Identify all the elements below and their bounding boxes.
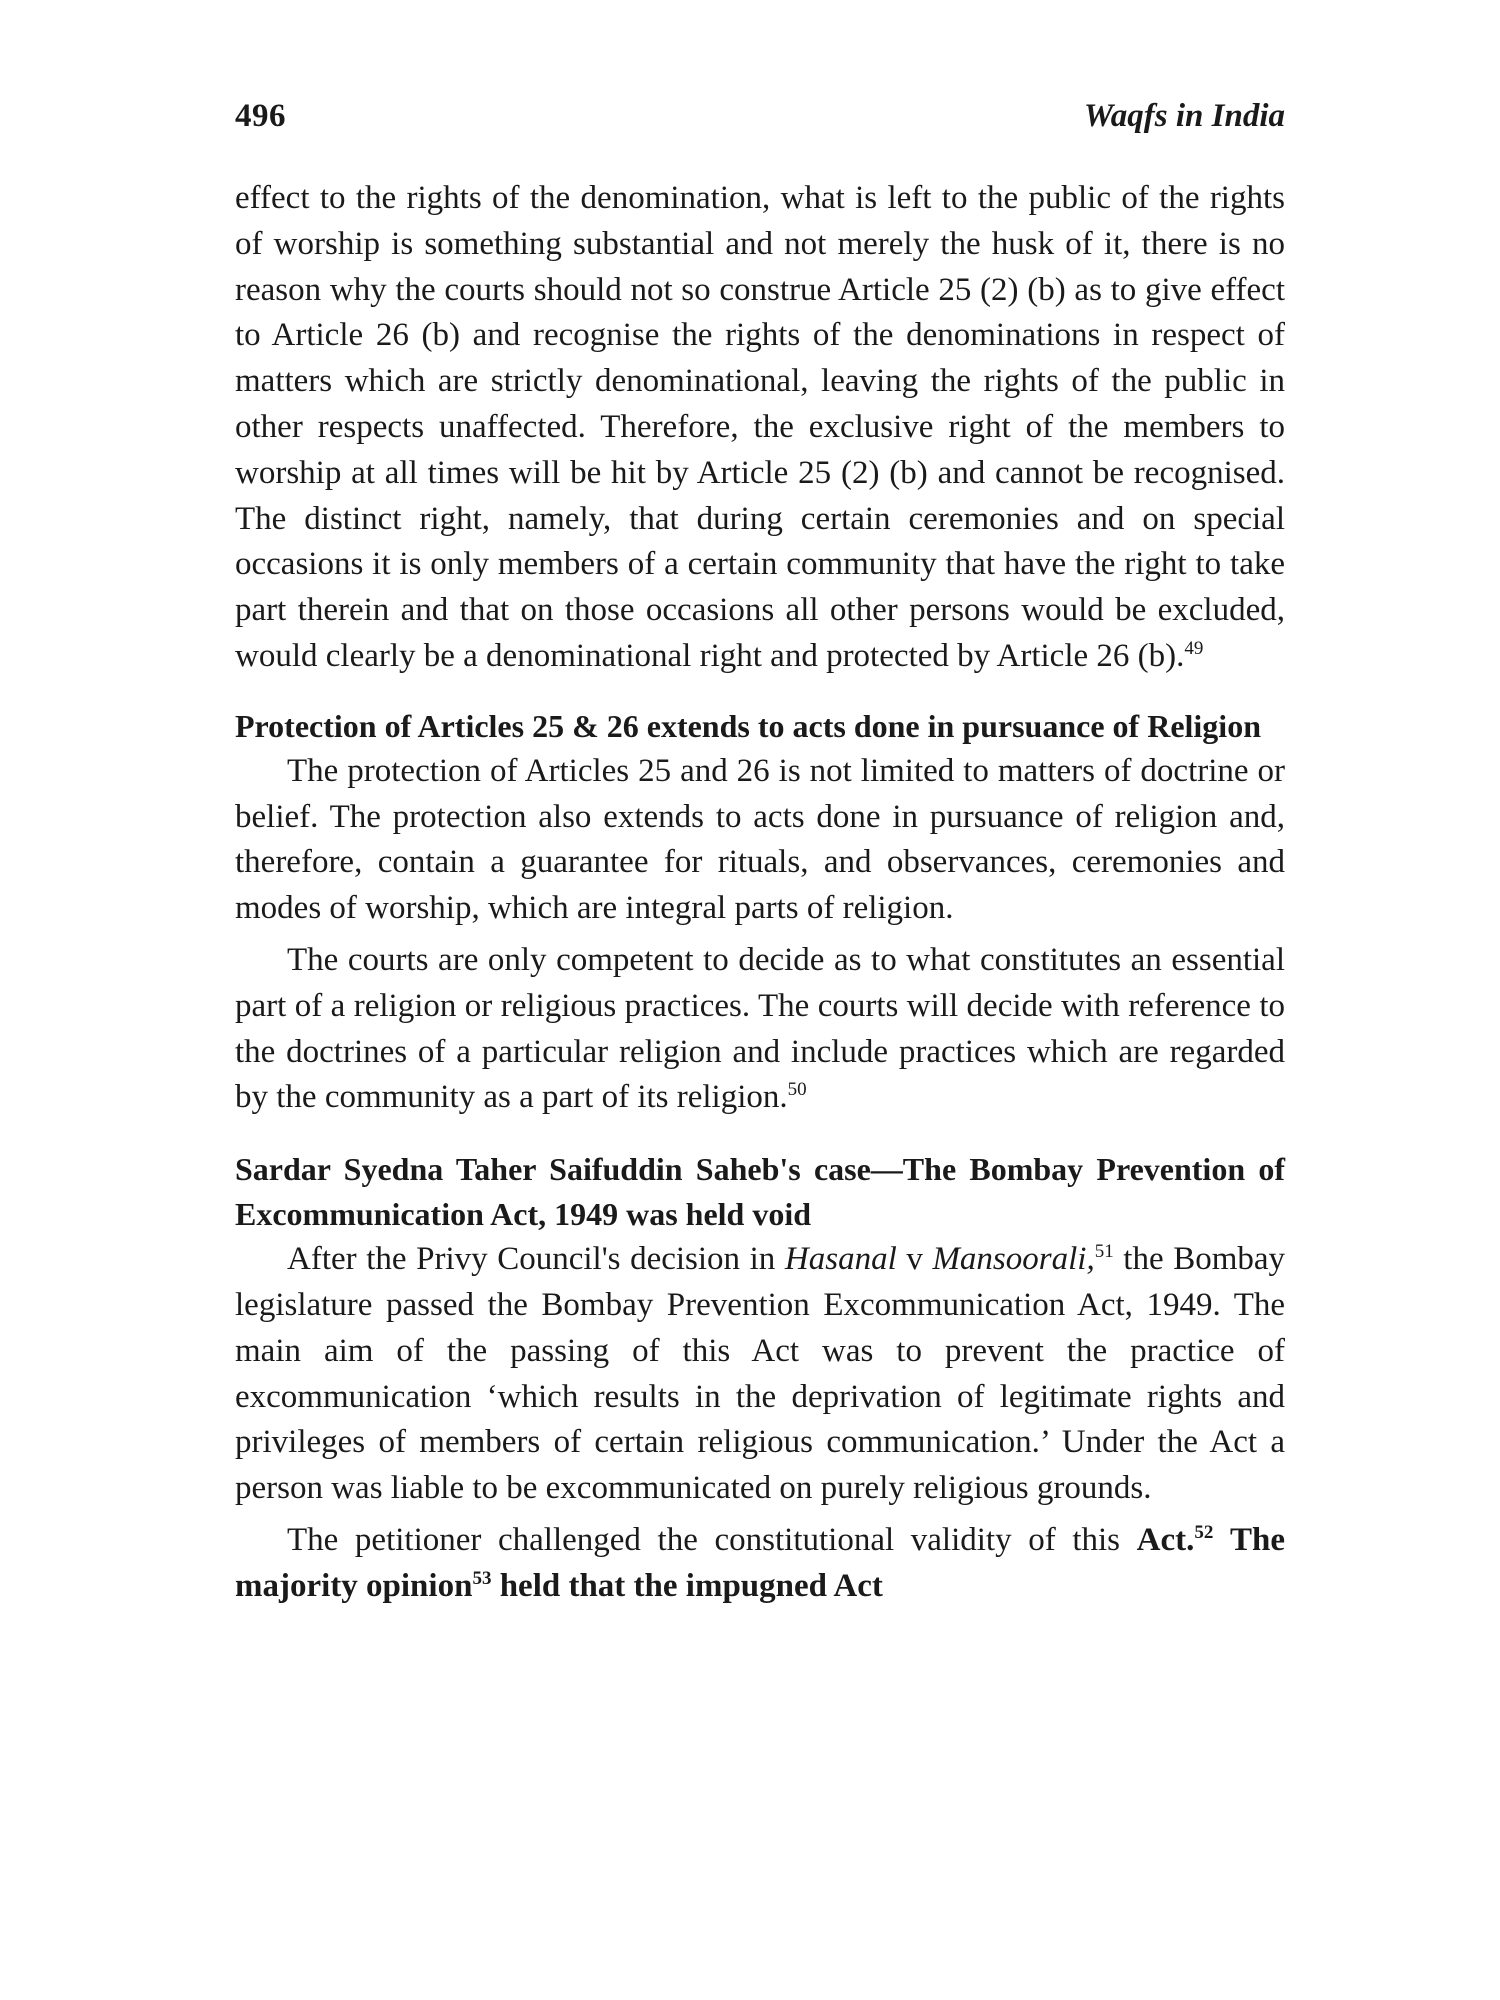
footnote-ref-51: 51 (1094, 1241, 1114, 1263)
running-head (235, 98, 1285, 138)
paragraph-bombay-act (235, 1237, 1285, 1512)
section-heading-protection: Protection of Articles 25 & 26 extends to acts done in pursuance of Religion (235, 707, 1261, 744)
paragraph-text: The courts are only competent to decide as to what constitutes an essential part of a religion or religious practices. The courts will decide with reference to the doctrines of a particular religion and include practices which are regarded by the community as a part of its religion. (235, 941, 1285, 1116)
book-page (235, 98, 1285, 1610)
paragraph-lead: After the Privy Council's decision in (287, 1241, 776, 1278)
paragraph-text: The petitioner challenged the constitutional validity of this (287, 1521, 1121, 1558)
paragraph-text: the Bombay legislature passed the Bombay Prevention Excommunication Act, 1949. The main aim of the passing of this Act was to prevent the practice of excommunication ‘which results in the deprivation of legitimate rights and privileges of members of certain religious communication.’ Under the Act a person was liable to be excommunicated on purely religious grounds. (235, 1241, 1286, 1507)
case-name-hasanal: Hasanal (784, 1241, 897, 1278)
paragraph-continued (235, 176, 1285, 680)
case-name-mansoorali: Mansoorali, (932, 1241, 1095, 1278)
paragraph-text-tail: held that the impugned Act (499, 1567, 883, 1604)
footnote-ref-50: 50 (787, 1079, 807, 1101)
act-label: Act. (1136, 1521, 1195, 1558)
running-title: Waqfs in India (1083, 98, 1285, 134)
footnote-ref-53: 53 (472, 1567, 492, 1589)
paragraph-courts-competence (235, 938, 1285, 1121)
paragraph-protection-scope: The protection of Articles 25 and 26 is not limited to matters of doctrine or belief. The protection also extends to acts done in pursuance of religion and, therefore, contain a guarantee for rituals, and observances, ceremonies and modes of worship, which are integral parts of religion. (235, 752, 1285, 927)
paragraph-text: effect to the rights of the denomination, what is left to the public of the rights of worship is something substantial and not merely the husk of it, there is no reason why the courts should not so construe Article 25 (2) (b) as to give effect to Article 26 (b) and recognise the rights of the denominations in respect of matters which are strictly denominational, leaving the rights of the public in other respects unaffected. Therefore, the exclusive right of the members to worship at all times will be hit by Article 25 (2) (b) and cannot be recognised. The distinct right, namely, that during certain ceremonies and on special occasions it is only members of a certain community that have the right to take part therein and that on those occasions all other persons would be excluded, would clearly be a denominational right and protected by Article 26 (b). (235, 180, 1285, 674)
page-number: 496 (235, 98, 286, 134)
footnote-ref-52: 52 (1194, 1521, 1214, 1543)
majority-opinion-text: The majority opinion (235, 1521, 1285, 1604)
versus-abbrev: v (906, 1241, 923, 1278)
footnote-ref-49: 49 (1184, 637, 1204, 659)
section-heading-saifuddin-case: Sardar Syedna Taher Saifuddin Saheb's case—The Bombay Prevention of Excommunication Act, 1949 was held void (235, 1151, 1285, 1233)
paragraph-petitioner-challenge (235, 1518, 1285, 1610)
